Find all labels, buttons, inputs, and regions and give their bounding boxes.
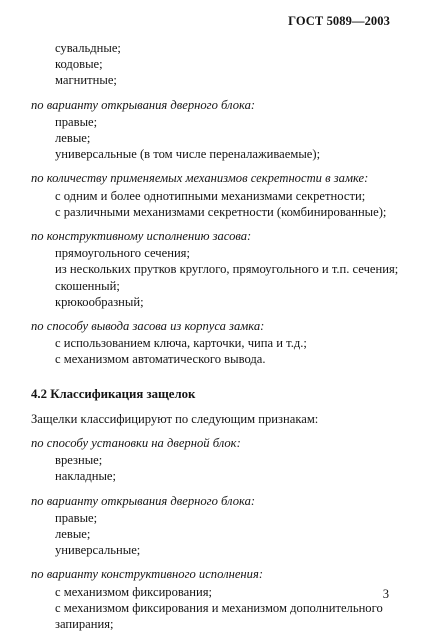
- list-item: накладные;: [55, 469, 117, 484]
- classification-criterion: по варианту конструктивного исполнения:: [31, 567, 264, 582]
- list-item: с различными механизмами секретности (комбинированные);: [55, 204, 387, 219]
- classification-criterion: по способу вывода засова из корпуса замка:: [31, 319, 265, 334]
- list-item: левые;: [55, 527, 91, 542]
- document-body: [31, 40, 400, 632]
- classification-criterion: по способу установки на дверной блок:: [31, 436, 241, 451]
- list-item: с механизмом автоматического вывода.: [55, 352, 266, 367]
- list-item: крюкообразный;: [55, 294, 144, 309]
- classification-criterion: по конструктивному исполнению засова:: [31, 229, 252, 244]
- list-item: врезные;: [55, 453, 103, 468]
- list-item: с одним и более однотипными механизмами секретности;: [55, 188, 366, 203]
- list-item: из нескольких прутков круглого, прямоугольного и т.п. сечения;: [55, 262, 399, 277]
- list-item: с механизмом фиксирования и механизмом дополнительного запирания;: [55, 600, 383, 632]
- list-item: с механизмом фиксирования;: [55, 584, 213, 599]
- list-item: сувальдные;: [55, 41, 121, 55]
- classification-criterion: по варианту открывания дверного блока:: [31, 97, 256, 112]
- list-item: прямоугольного сечения;: [55, 246, 190, 261]
- document-header: ГОСТ 5089—2003: [288, 14, 390, 28]
- list-item: правые;: [55, 114, 98, 129]
- list-item: правые;: [55, 510, 98, 525]
- list-item: универсальные;: [55, 543, 141, 558]
- list-item: магнитные;: [55, 73, 117, 88]
- section-heading: 4.2 Классификация защелок: [31, 386, 196, 401]
- classification-criterion: по варианту открывания дверного блока:: [31, 493, 256, 508]
- list-item: скошенный;: [55, 278, 120, 293]
- intro-paragraph: Защелки классифицируют по следующим признакам:: [31, 411, 319, 426]
- list-item: кодовые;: [55, 57, 103, 72]
- list-item: левые;: [55, 131, 91, 146]
- list-item: с использованием ключа, карточки, чипа и т.д.;: [55, 336, 307, 351]
- list-item: универсальные (в том числе переналаживаемые);: [55, 147, 321, 162]
- classification-criterion: по количеству применяемых механизмов секретности в замке:: [31, 171, 369, 186]
- page-number: 3: [382, 587, 389, 601]
